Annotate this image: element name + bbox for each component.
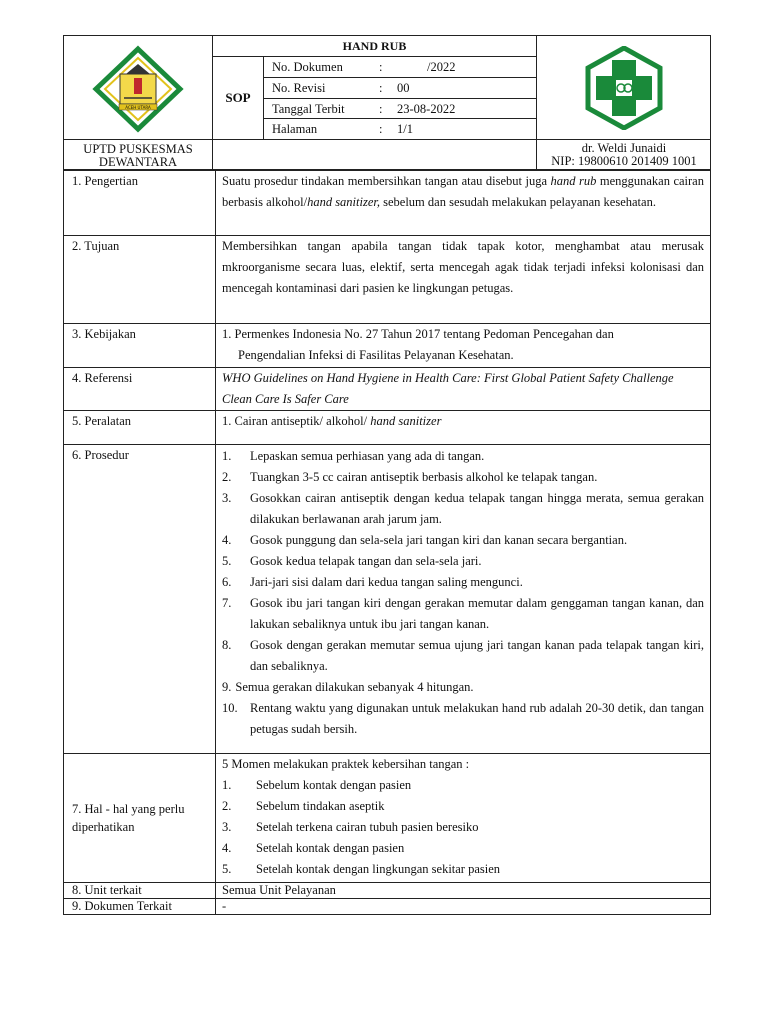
list-item — [222, 467, 704, 488]
list-text: Setelah kontak dengan pasien — [256, 841, 405, 855]
section-label: 4. Referensi — [64, 368, 216, 411]
list-number: 1. — [222, 778, 232, 792]
list-number: 7. — [222, 596, 232, 610]
row-unit-terkait — [64, 883, 711, 899]
text-run: 1. Cairan antiseptik/ alkohol/ — [222, 414, 371, 428]
section-content — [216, 324, 711, 368]
org-name — [64, 140, 213, 170]
sop-label: SOP — [213, 57, 264, 140]
section-content — [216, 411, 711, 445]
section-label — [64, 754, 216, 883]
list-text: Setelah kontak dengan lingkungan sekitar pasien — [256, 862, 501, 876]
list-number: 6. — [222, 575, 232, 589]
list-item — [222, 677, 704, 698]
signatory-nip: NIP: 19800610 201409 1001 — [551, 154, 697, 168]
org-name-line: UPTD PUSKESMAS — [83, 142, 193, 156]
emblem-banner-text: ACEH UTARA — [125, 105, 151, 110]
list-text: Gosok ibu jari tangan kiri dengan gerakan memutar dalam genggaman tangan kanan, dan lakukan sebaliknya untuk ibu jari tangan kanan. — [250, 596, 704, 631]
info-row-tanggal-terbit — [264, 99, 536, 120]
list-item — [222, 572, 704, 593]
section-label: 1. Pengertian — [64, 171, 216, 236]
section-label: 2. Tujuan — [64, 236, 216, 324]
list-number: 8. — [222, 638, 232, 652]
list-number: 5. — [222, 862, 232, 876]
list-text: Tuangkan 3-5 cc cairan antiseptik berbasis alkohol ke telapak tangan. — [250, 470, 598, 484]
list-item — [222, 775, 704, 796]
org-name-line: DEWANTARA — [98, 155, 178, 169]
section-label: 9. Dokumen Terkait — [64, 899, 216, 915]
section-content — [216, 171, 711, 236]
moments-intro: 5 Momen melakukan praktek kebersihan tangan : — [222, 757, 470, 771]
regency-logo-cell — [64, 36, 213, 140]
puskesmas-logo-icon — [582, 46, 666, 130]
section-content: - — [216, 899, 711, 915]
list-text: Gosok punggung dan sela-sela jari tangan kiri dan kanan secara bergantian. — [250, 533, 628, 547]
info-row-no-dokumen — [264, 57, 536, 78]
info-value: /2022 — [427, 60, 456, 74]
text-run-italic: hand sanitizer — [370, 414, 442, 428]
row-dokumen-terkait — [64, 899, 711, 915]
text-run: menggunakan cairan berbasis alkohol/ — [222, 174, 704, 209]
text-run: sebelum dan sesudah melakukan pelayanan kesehatan. — [380, 195, 656, 209]
list-text: Gosok dengan gerakan memutar semua ujung jari tangan kanan pada telapak tangan kiri, dan sebaliknya. — [250, 638, 704, 673]
row-referensi — [64, 368, 711, 411]
section-content: Semua Unit Pelayanan — [216, 883, 711, 899]
list-number: 3. — [222, 820, 232, 834]
list-text: Sebelum kontak dengan pasien — [256, 778, 412, 792]
aceh-utara-emblem-icon — [64, 36, 213, 140]
sop-content-table — [63, 170, 711, 915]
puskesmas-logo-cell — [537, 36, 711, 140]
info-label: No. Revisi — [272, 80, 326, 95]
list-item — [222, 817, 704, 838]
label-line: diperhatikan — [72, 820, 135, 834]
info-separator: : — [379, 80, 383, 95]
signatory-name: dr. Weldi Junaidi — [581, 141, 667, 155]
list-text: Gosokkan cairan antiseptik dengan kedua telapak tangan hingga merata, semua gerakan dilakukan berlawanan arah jarum jam. — [250, 491, 704, 526]
text-run: Suatu prosedur tindakan membersihkan tangan atau disebut juga — [222, 174, 551, 188]
list-number: 1. — [222, 449, 232, 463]
list-text: Semua gerakan dilakukan sebanyak 4 hitungan. — [235, 680, 474, 694]
list-item — [222, 488, 704, 530]
list-number: 5. — [222, 554, 232, 568]
list-item — [222, 530, 704, 551]
row-tujuan — [64, 236, 711, 324]
list-item — [222, 446, 704, 467]
section-label: 3. Kebijakan — [64, 324, 216, 368]
section-label: 5. Peralatan — [64, 411, 216, 445]
list-number: 10. — [222, 701, 238, 715]
policy-line: Pengendalian Infeksi di Fasilitas Pelayanan Kesehatan. — [238, 348, 514, 362]
info-separator: : — [379, 101, 383, 116]
row-kebijakan — [64, 324, 711, 368]
info-label: Halaman — [272, 122, 318, 137]
policy-line: 1. Permenkes Indonesia No. 27 Tahun 2017 tentang Pedoman Pencegahan dan — [222, 327, 614, 341]
info-row-halaman — [264, 119, 536, 140]
list-text: Sebelum tindakan aseptik — [256, 799, 385, 813]
text-run-italic: hand rub — [550, 174, 597, 188]
sop-document — [63, 35, 711, 915]
list-number: 9. — [222, 680, 232, 694]
list-number: 2. — [222, 470, 232, 484]
document-title: HAND RUB — [213, 36, 537, 57]
list-text: Jari-jari sisi dalam dari kedua tangan saling mengunci. — [250, 575, 523, 589]
label-line: 7. Hal - hal yang perlu — [72, 802, 185, 816]
row-pengertian — [64, 171, 711, 236]
section-label: 8. Unit terkait — [64, 883, 216, 899]
row-prosedur — [64, 445, 711, 754]
list-item — [222, 551, 704, 572]
document-info — [264, 57, 537, 140]
text-run-italic: hand sanitizer, — [307, 195, 380, 209]
list-number: 3. — [222, 491, 232, 505]
info-separator: : — [379, 60, 383, 74]
row-hal-perlu-diperhatikan — [64, 754, 711, 883]
signatory — [537, 140, 711, 170]
section-content: Membersihkan tangan apabila tangan tidak tapak kotor, menghambat atau merusak mkroorganisme secara luas, elektif, serta mencegah agak tidak terjadi infeksi kolonisasi dan mencegah kontaminasi dari pasien ke lingkungan petugas. — [216, 236, 711, 324]
info-value: 1/1 — [397, 122, 413, 137]
list-item — [222, 635, 704, 677]
list-item — [222, 593, 704, 635]
list-text: Lepaskan semua perhiasan yang ada di tangan. — [250, 449, 485, 463]
info-value: 00 — [397, 80, 410, 95]
list-item — [222, 859, 704, 880]
info-value: 23-08-2022 — [397, 101, 456, 116]
blank-cell — [213, 140, 537, 170]
list-text: Gosok kedua telapak tangan dan sela-sela jari. — [250, 554, 482, 568]
list-item — [222, 698, 704, 740]
info-label: No. Dokumen — [272, 60, 343, 74]
list-text: Rentang waktu yang digunakan untuk melakukan hand rub adalah 20-30 detik, dan tangan petugas sudah bersih. — [250, 701, 704, 736]
section-content: WHO Guidelines on Hand Hygiene in Health Care: First Global Patient Safety Challenge Clean Care Is Safer Care — [216, 368, 711, 411]
procedure-steps — [216, 445, 711, 754]
info-label: Tanggal Terbit — [272, 101, 345, 116]
list-text: Setelah terkena cairan tubuh pasien beresiko — [256, 820, 479, 834]
info-separator: : — [379, 122, 383, 137]
list-number: 4. — [222, 841, 232, 855]
list-number: 4. — [222, 533, 232, 547]
list-item — [222, 796, 704, 817]
row-peralatan — [64, 411, 711, 445]
list-number: 2. — [222, 799, 232, 813]
section-content — [216, 754, 711, 883]
list-item — [222, 838, 704, 859]
sop-header — [63, 35, 711, 170]
info-row-no-revisi — [264, 78, 536, 99]
section-label: 6. Prosedur — [64, 445, 216, 754]
